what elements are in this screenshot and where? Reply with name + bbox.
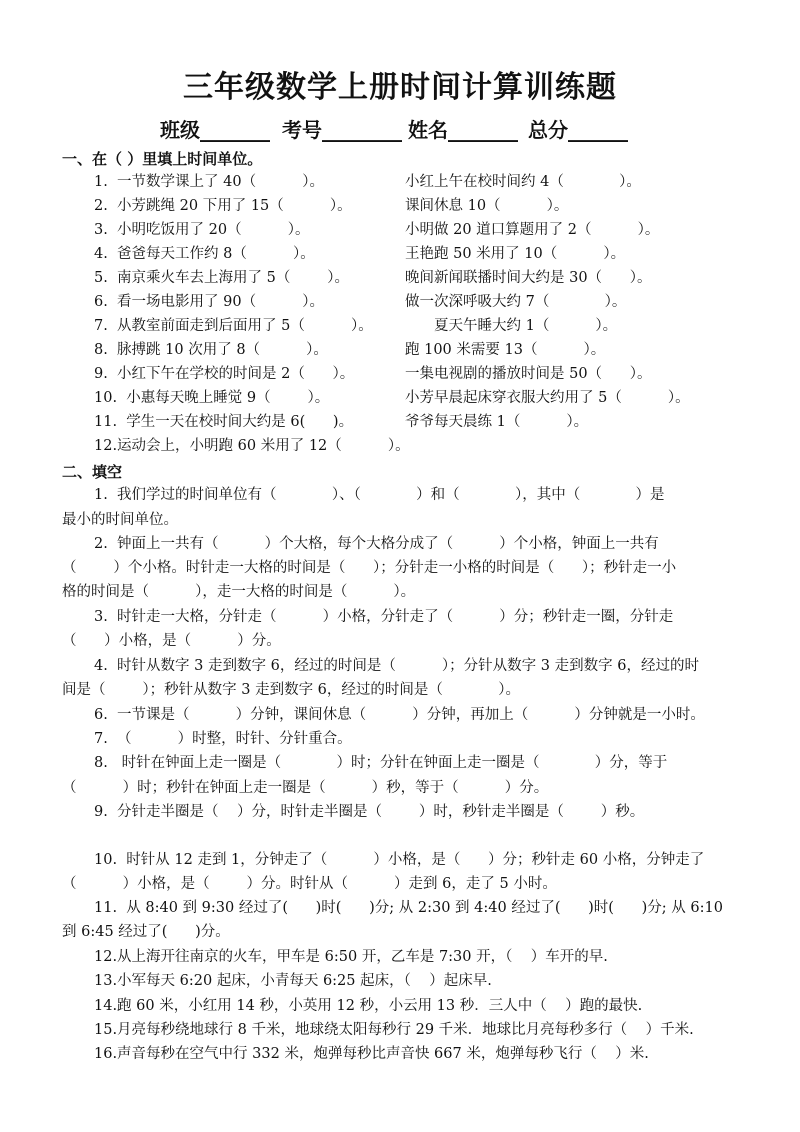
s2-line-5: 格的时间是（ ），走一大格的时间是（ ）。 — [62, 584, 416, 600]
section2-heading: 二、填空 — [62, 463, 123, 481]
s1-right-7: 夏天午睡大约 1（ ）。 — [434, 318, 618, 334]
s1-left-6: 6. 看一场电影用了 90（ ）。 — [94, 294, 324, 310]
s2-line-11: 7. （ ）时整，时针、分针重合。 — [94, 731, 352, 747]
section1-heading: 一、在（ ）里填上时间单位。 — [62, 150, 263, 168]
s2-line-23: 16.声音每秒在空气中行 332 米，炮弹每秒比声音快 667 米，炮弹每秒飞行（ ）米. — [94, 1046, 649, 1062]
s2-line-7: （ ）小格，是（ ）分。 — [62, 633, 281, 649]
s2-line-4: （ ）个小格。时针走一大格的时间是（ ）；分针走一小格的时间是（ ）；秒针走一小 — [62, 560, 677, 576]
s1-left-10: 10. 小惠每天晚上睡觉 9（ ）。 — [94, 390, 330, 406]
s2-line-3: 2. 钟面上一共有（ ）个大格，每个大格分成了（ ）个小格，钟面上一共有 — [94, 536, 659, 552]
s1-right-6: 做一次深呼吸大约 7（ ）。 — [405, 294, 627, 310]
s1-left-2: 2. 小芳跳绳 20 下用了 15（ ）。 — [94, 198, 352, 214]
s1-left-3: 3. 小明吃饭用了 20（ ）。 — [94, 222, 310, 238]
name-field[interactable]: 姓名_______ — [408, 118, 518, 142]
s2-line-16: （ ）小格，是（ ）分。时针从（ ）走到 6，走了 5 小时。 — [62, 876, 557, 892]
s1-left-7: 7. 从教室前面走到后面用了 5（ ）。 — [94, 318, 373, 334]
s2-line-14: 9. 分针走半圈是（ ）分，时针走半圈是（ ）时，秒针走半圈是（ ）秒。 — [94, 804, 645, 820]
s2-line-13: （ ）时；秒针在钟面上走一圈是（ ）秒，等于（ ）分。 — [62, 780, 549, 796]
s2-line-9: 间是（ ）；秒针从数字 3 走到数字 6，经过的时间是（ ）。 — [62, 682, 520, 698]
s1-right-5: 晚间新闻联播时间大约是 30（ ）。 — [405, 270, 652, 286]
s1-left-8: 8. 脉搏跳 10 次用了 8（ ）。 — [94, 342, 328, 358]
exam-number-field[interactable]: 考号________ — [282, 118, 402, 142]
s2-line-6: 3. 时针走一大格，分针走（ ）小格，分针走了（ ）分；秒针走一圈，分针走 — [94, 609, 674, 625]
s1-right-11: 爷爷每天晨练 1（ ）。 — [405, 414, 589, 430]
s1-left-5: 5. 南京乘火车去上海用了 5（ ）。 — [94, 270, 350, 286]
score-field[interactable]: 总分______ — [528, 118, 628, 142]
s2-line-10: 6. 一节课是（ ）分钟，课间休息（ ）分钟，再加上（ ）分钟就是一小时。 — [94, 707, 705, 723]
s2-line-22: 15.月亮每秒绕地球行 8 千米，地球绕太阳每秒行 29 千米．地球比月亮每秒多行（ ）千米. — [94, 1022, 694, 1038]
s2-line-18: 到 6:45 经过了( )分。 — [62, 924, 230, 940]
s2-line-8: 4. 时针从数字 3 走到数字 6，经过的时间是（ ）；分针从数字 3 走到数字 6，经过的时 — [94, 658, 699, 674]
s1-right-8: 跑 100 米需要 13（ ）。 — [405, 342, 606, 358]
s1-left-1: 1. 一节数学课上了 40（ ）。 — [94, 174, 324, 190]
s2-line-2: 最小的时间单位。 — [62, 512, 178, 528]
class-field[interactable]: 班级_______ — [160, 118, 270, 142]
s2-line-1: 1. 我们学过的时间单位有（ ）、（ ）和（ ），其中（ ）是 — [94, 487, 665, 503]
s1-left-9: 9. 小红下午在学校的时间是 2（ ）。 — [94, 366, 355, 382]
s2-line-19: 12.从上海开往南京的火车，甲车是 6:50 开，乙车是 7:30 开，（ ）车开的早. — [94, 949, 608, 965]
s2-line-20: 13.小军每天 6:20 起床，小青每天 6:25 起床，（ ）起床早. — [94, 973, 492, 989]
s2-line-17: 11. 从 8:40 到 9:30 经过了( )时( )分; 从 2:30 到 4:40 经过了( )时( )分; 从 6:10 — [94, 900, 723, 916]
s2-line-15: 10. 时针从 12 走到 1，分钟走了（ ）小格，是（ ）分；秒针走 60 小格，分钟走了 — [94, 852, 705, 868]
s1-right-2: 课间休息 10（ ）。 — [405, 198, 569, 214]
s1-right-4: 王艳跑 50 米用了 10（ ）。 — [405, 246, 626, 262]
s1-right-1: 小红上午在校时间约 4（ ）。 — [405, 174, 641, 190]
page-title: 三年级数学上册时间计算训练题 — [183, 70, 617, 105]
s1-left-12: 12.运动会上，小明跑 60 米用了 12（ ）。 — [94, 438, 410, 454]
s2-line-12: 8. 时针在钟面上走一圈是（ ）时；分针在钟面上走一圈是（ ）分，等于 — [94, 755, 668, 771]
s1-left-4: 4. 爸爸每天工作约 8（ ）。 — [94, 246, 315, 262]
s1-right-9: 一集电视剧的播放时间是 50（ ）。 — [405, 366, 652, 382]
s1-left-11: 11. 学生一天在校时间大约是 6( )。 — [94, 414, 354, 430]
s1-right-10: 小芳早晨起床穿衣服大约用了 5（ ）。 — [405, 390, 690, 406]
s1-right-3: 小明做 20 道口算题用了 2（ ）。 — [405, 222, 660, 238]
s2-line-21: 14.跑 60 米，小红用 14 秒，小英用 12 秒，小云用 13 秒．三人中（ ）跑的最快. — [94, 998, 643, 1014]
